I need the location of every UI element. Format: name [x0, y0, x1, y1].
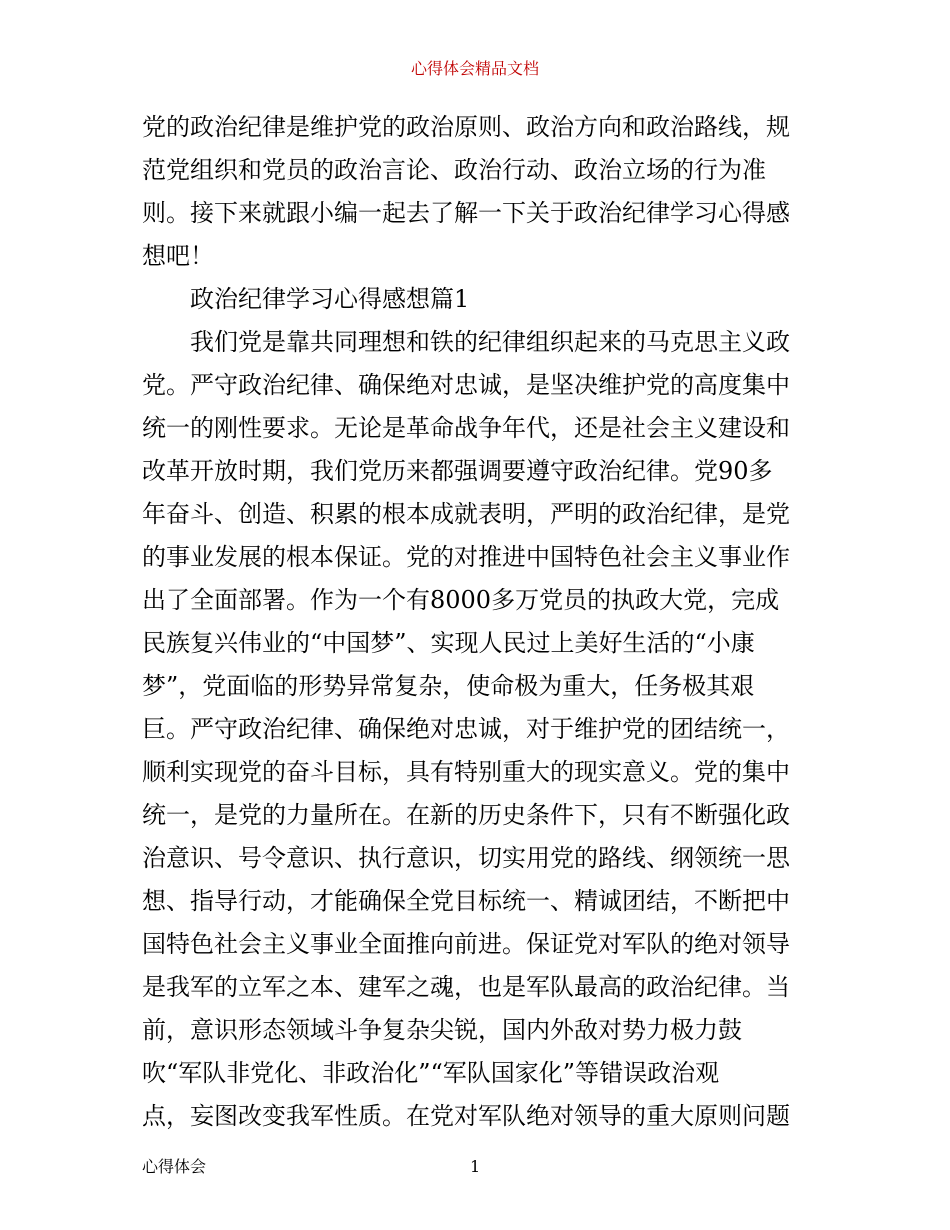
- text-line: 想、指导行动，才能确保全党目标统一、精诚团结，不断把中: [142, 887, 790, 915]
- text-line: 治意识、号令意识、执行意识，切实用党的路线、纲领统一思: [142, 844, 790, 872]
- text-line: 年奋斗、创造、积累的根本成就表明，严明的政治纪律，是党: [142, 500, 790, 528]
- text-line: 巨。严守政治纪律、确保绝对忠诚，对于维护党的团结统一，: [142, 715, 790, 743]
- text-line: 出了全面部署。作为一个有8000多万党员的执政大党，完成: [142, 586, 780, 614]
- footer-label: 心得体会: [142, 1157, 207, 1176]
- text-line: 统一，是党的力量所在。在新的历史条件下，只有不断强化政: [142, 801, 790, 829]
- text-line: 则。接下来就跟小编一起去了解一下关于政治纪律学习心得感: [142, 199, 790, 227]
- text-line: 是我军的立军之本、建军之魂，也是军队最高的政治纪律。当: [142, 973, 790, 1001]
- text-line: 党的政治纪律是维护党的政治原则、政治方向和政治路线，规: [142, 113, 790, 141]
- text-line: 我们党是靠共同理想和铁的纪律组织起来的马克思主义政: [190, 328, 790, 356]
- text-line: 国特色社会主义事业全面推向前进。保证党对军队的绝对领导: [142, 930, 790, 958]
- page-number: 1: [470, 1157, 481, 1176]
- text-line: 点，妄图改变我军性质。在党对军队绝对领导的重大原则问题: [142, 1102, 790, 1130]
- text-line: 统一的刚性要求。无论是革命战争年代，还是社会主义建设和: [142, 414, 790, 442]
- page-header-title: 心得体会精品文档: [410, 59, 539, 78]
- text-line: 梦”，党面临的形势异常复杂，使命极为重大，任务极其艰: [142, 672, 755, 700]
- text-line: 范党组织和党员的政治言论、政治行动、政治立场的行为准: [142, 156, 766, 184]
- document-body: [142, 106, 814, 1138]
- text-line: 想吧！: [142, 242, 214, 270]
- section-heading: 政治纪律学习心得感想篇1: [190, 285, 470, 313]
- text-line: 前，意识形态领域斗争复杂尖锐，国内外敌对势力极力鼓: [142, 1016, 742, 1044]
- text-line: 的事业发展的根本保证。党的对推进中国特色社会主义事业作: [142, 543, 790, 571]
- text-line: 改革开放时期，我们党历来都强调要遵守政治纪律。党90多: [142, 457, 773, 485]
- text-line: 民族复兴伟业的“中国梦”、实现人民过上美好生活的“小康: [142, 629, 755, 657]
- text-line: 顺利实现党的奋斗目标，具有特别重大的现实意义。党的集中: [142, 758, 790, 786]
- text-line: 党。严守政治纪律、确保绝对忠诚，是坚决维护党的高度集中: [142, 371, 790, 399]
- text-line: 吹“军队非党化、非政治化”“军队国家化”等错误政治观: [142, 1059, 720, 1087]
